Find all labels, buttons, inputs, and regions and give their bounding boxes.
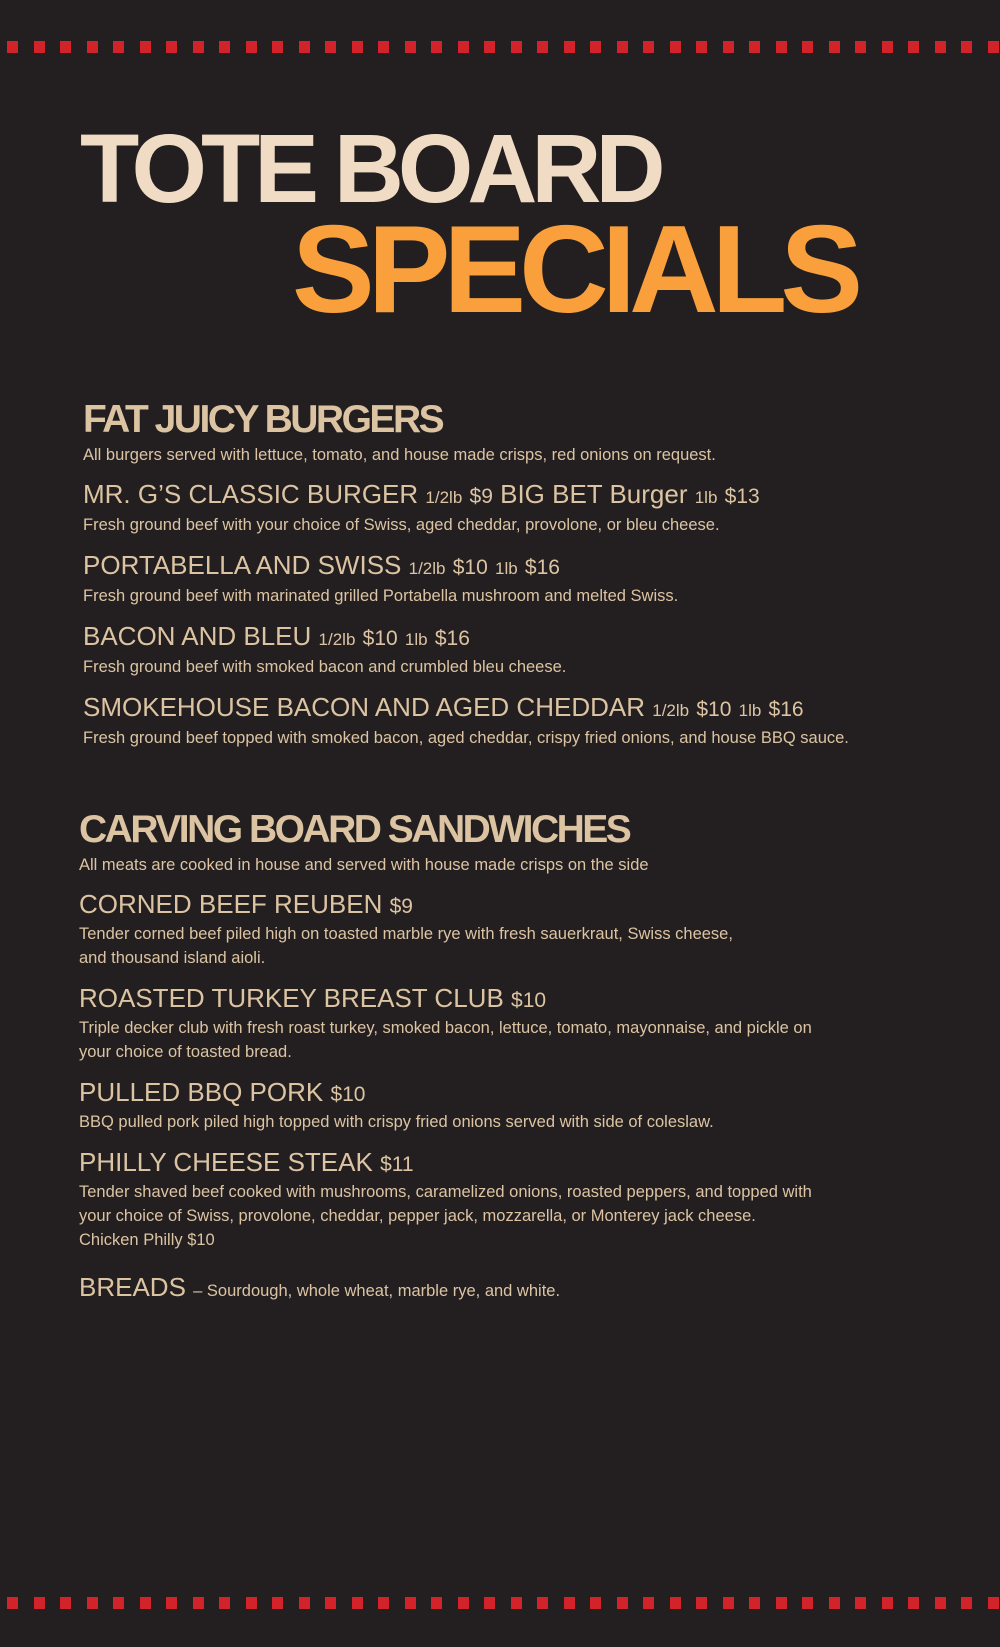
item-size: 1/2lb — [318, 630, 356, 649]
border-dot — [140, 1597, 151, 1609]
breads-label: BREADS — [79, 1272, 186, 1302]
item-description: Fresh ground beef with smoked bacon and crumbled bleu cheese. — [83, 658, 567, 676]
item-price: $10 — [362, 627, 398, 650]
menu-item-heading — [83, 621, 983, 655]
border-dot — [352, 41, 363, 53]
item-name: BACON AND BLEU — [83, 621, 312, 651]
item-size: 1/2lb — [425, 488, 463, 507]
border-dot — [882, 1597, 893, 1609]
border-dot — [723, 1597, 734, 1609]
title-specials: SPECIALS — [292, 201, 857, 339]
section-title: FAT JUICY BURGERS — [83, 398, 443, 441]
item-price: $9 — [389, 895, 413, 918]
border-dot — [140, 41, 151, 53]
menu-item-heading — [79, 1077, 979, 1110]
border-dot — [405, 41, 416, 53]
border-dot — [113, 1597, 124, 1609]
menu-item-heading — [79, 1147, 979, 1180]
border-dot — [272, 41, 283, 53]
menu-item — [79, 1147, 979, 1252]
border-dot — [378, 1597, 389, 1609]
border-dot — [908, 1597, 919, 1609]
border-dot — [537, 1597, 548, 1609]
border-dot — [829, 1597, 840, 1609]
border-dot — [590, 1597, 601, 1609]
border-dot — [908, 41, 919, 53]
border-dot — [961, 1597, 972, 1609]
menu-item-heading — [83, 692, 983, 726]
border-dot — [935, 1597, 946, 1609]
border-dot — [60, 41, 71, 53]
menu-item — [79, 983, 979, 1064]
border-dot — [272, 1597, 283, 1609]
item-price: $13 — [724, 485, 760, 508]
item-description: Fresh ground beef with your choice of Swiss, aged cheddar, provolone, or bleu cheese. — [83, 516, 720, 534]
border-dot — [193, 1597, 204, 1609]
menu-item-heading — [83, 550, 983, 584]
border-dot — [113, 41, 124, 53]
item-name: PORTABELLA AND SWISS — [83, 550, 402, 580]
border-dot — [352, 1597, 363, 1609]
border-dot — [219, 41, 230, 53]
border-dot — [34, 41, 45, 53]
border-dot — [87, 1597, 98, 1609]
border-dot — [988, 41, 999, 53]
item-price: $10 — [452, 556, 488, 579]
border-dot — [802, 41, 813, 53]
item-description: Chicken Philly $10 — [79, 1231, 215, 1249]
border-dot — [643, 41, 654, 53]
item-size: 1/2lb — [652, 701, 690, 720]
border-dot — [34, 1597, 45, 1609]
border-dot — [7, 1597, 18, 1609]
border-dot — [60, 1597, 71, 1609]
breads-description: – Sourdough, whole wheat, marble rye, and white. — [193, 1282, 561, 1300]
border-dot — [696, 1597, 707, 1609]
item-price: $10 — [511, 989, 547, 1012]
item-description: and thousand island aioli. — [79, 949, 266, 967]
item-name: PHILLY CHEESE STEAK — [79, 1147, 373, 1177]
item-description: your choice of Swiss, provolone, cheddar, pepper jack, mozzarella, or Monterey jack cheese. — [79, 1207, 756, 1225]
section-title: CARVING BOARD SANDWICHES — [79, 808, 630, 851]
border-dot — [246, 1597, 257, 1609]
item-name: ROASTED TURKEY BREAST CLUB — [79, 983, 504, 1013]
item-description: Tender corned beef piled high on toasted marble rye with fresh sauerkraut, Swiss cheese, — [79, 925, 733, 943]
item-price: $16 — [434, 627, 470, 650]
border-dot — [166, 1597, 177, 1609]
item-size: 1lb — [738, 701, 762, 720]
border-dot — [829, 41, 840, 53]
border-dot — [855, 41, 866, 53]
menu-item — [79, 889, 979, 970]
item-price: $16 — [768, 698, 804, 721]
border-dot — [511, 41, 522, 53]
item-size: 1lb — [495, 559, 518, 578]
border-dot — [988, 1597, 999, 1609]
border-dot — [193, 41, 204, 53]
menu-item — [83, 692, 983, 750]
border-dot — [431, 41, 442, 53]
menu-item-heading — [79, 889, 979, 922]
item-name-secondary: BIG BET Burger — [500, 479, 688, 509]
section-subtitle: All burgers served with lettuce, tomato, and house made crisps, red onions on request. — [83, 446, 716, 464]
carving-section — [79, 810, 979, 1306]
border-dot — [405, 1597, 416, 1609]
border-dot — [617, 1597, 628, 1609]
menu-item — [83, 550, 983, 608]
border-dot — [7, 41, 18, 53]
item-size: 1lb — [404, 630, 428, 649]
item-price: $11 — [380, 1153, 414, 1176]
border-dot — [219, 1597, 230, 1609]
item-name: CORNED BEEF REUBEN — [79, 889, 383, 919]
border-dot — [749, 1597, 760, 1609]
border-dot — [564, 41, 575, 53]
border-dot — [484, 41, 495, 53]
item-price: $10 — [696, 698, 732, 721]
border-dot — [961, 41, 972, 53]
menu-item — [79, 1077, 979, 1134]
border-dot — [166, 41, 177, 53]
item-description: Triple decker club with fresh roast turkey, smoked bacon, lettuce, tomato, mayonnaise, and pickle on — [79, 1019, 812, 1037]
bottom-dotted-border — [7, 1597, 1000, 1609]
top-dotted-border — [7, 41, 1000, 53]
border-dot — [564, 1597, 575, 1609]
border-dot — [617, 41, 628, 53]
item-description: Fresh ground beef topped with smoked bacon, aged cheddar, crispy fried onions, and house BBQ sauce. — [83, 729, 849, 747]
item-size: 1lb — [694, 488, 718, 507]
item-name: SMOKEHOUSE BACON AND AGED CHEDDAR — [83, 692, 645, 722]
border-dot — [723, 41, 734, 53]
border-dot — [643, 1597, 654, 1609]
border-dot — [882, 41, 893, 53]
section-subtitle: All meats are cooked in house and served with house made crisps on the side — [79, 856, 649, 874]
border-dot — [776, 1597, 787, 1609]
border-dot — [458, 41, 469, 53]
menu-item — [83, 621, 983, 679]
item-name: PULLED BBQ PORK — [79, 1077, 324, 1107]
item-name: MR. G’S CLASSIC BURGER — [83, 479, 419, 509]
border-dot — [299, 41, 310, 53]
border-dot — [696, 41, 707, 53]
item-description: BBQ pulled pork piled high topped with crispy fried onions served with side of coleslaw. — [79, 1113, 714, 1131]
border-dot — [458, 1597, 469, 1609]
border-dot — [670, 41, 681, 53]
item-price: $9 — [469, 485, 493, 508]
menu-item-heading — [83, 479, 983, 513]
title-tote-board: TOTE BOARD — [80, 114, 660, 223]
border-dot — [749, 41, 760, 53]
border-dot — [299, 1597, 310, 1609]
menu-item — [83, 479, 983, 537]
border-dot — [378, 41, 389, 53]
border-dot — [537, 41, 548, 53]
burgers-section — [83, 400, 983, 750]
border-dot — [670, 1597, 681, 1609]
border-dot — [87, 41, 98, 53]
border-dot — [935, 41, 946, 53]
item-description: Fresh ground beef with marinated grilled Portabella mushroom and melted Swiss. — [83, 587, 679, 605]
border-dot — [590, 41, 601, 53]
border-dot — [511, 1597, 522, 1609]
item-price: $10 — [330, 1083, 366, 1106]
border-dot — [855, 1597, 866, 1609]
breads-line — [79, 1272, 979, 1306]
item-description: Tender shaved beef cooked with mushrooms, caramelized onions, roasted peppers, and topped with — [79, 1183, 812, 1201]
border-dot — [325, 1597, 336, 1609]
border-dot — [776, 41, 787, 53]
border-dot — [246, 41, 257, 53]
item-size: 1/2lb — [408, 559, 446, 578]
item-description: your choice of toasted bread. — [79, 1043, 292, 1061]
border-dot — [325, 41, 336, 53]
border-dot — [431, 1597, 442, 1609]
item-price: $16 — [524, 556, 560, 579]
menu-item-heading — [79, 983, 979, 1016]
border-dot — [802, 1597, 813, 1609]
border-dot — [484, 1597, 495, 1609]
